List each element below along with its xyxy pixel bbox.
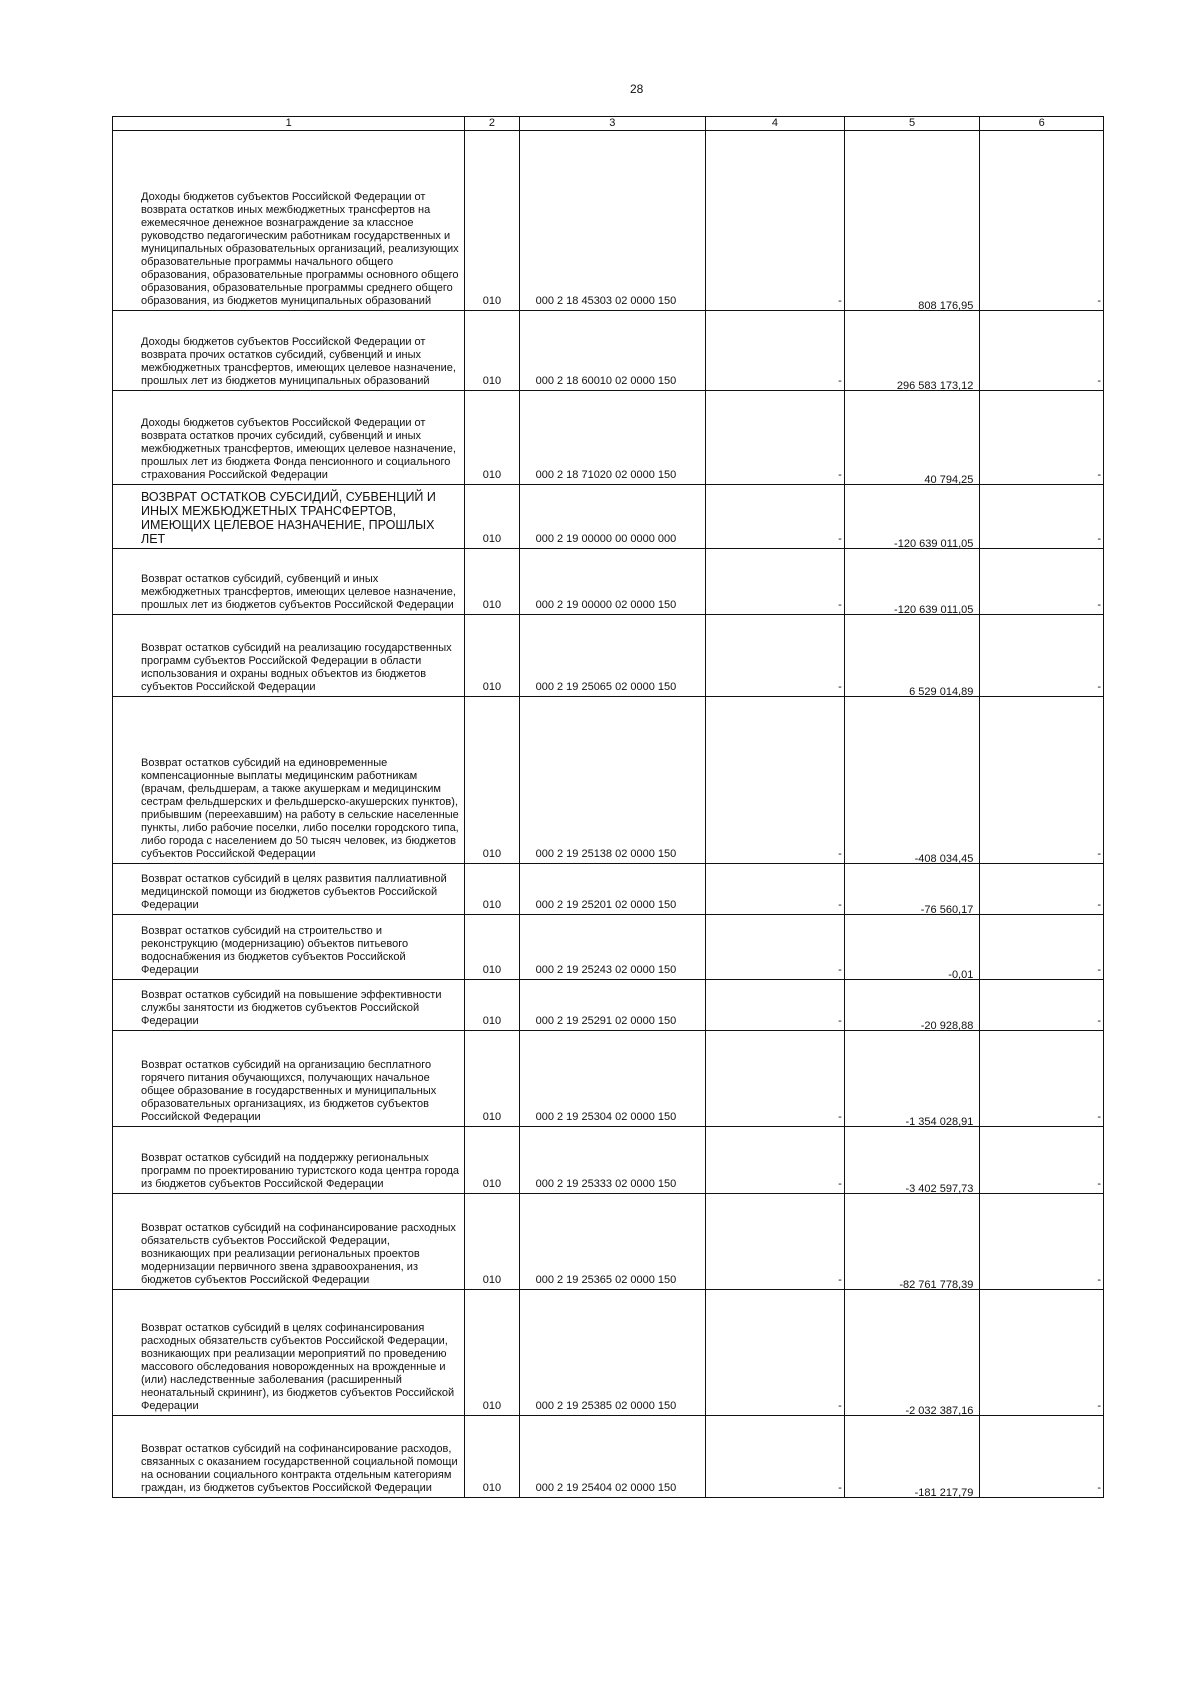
row-amount-value: -408 034,45 [914, 853, 974, 865]
table-row [113, 1031, 1104, 1127]
row-kbk: 000 2 19 00000 00 0000 000 [519, 485, 705, 549]
row-name: Возврат остатков субсидий на строительство и реконструкцию (модернизацию) объектов питьевого водоснабжения из бюджетов субъектов Российской Федерации [113, 915, 465, 980]
row-code: 010 [465, 1127, 519, 1194]
row-col6: - [980, 391, 1104, 485]
row-amount-value: -20 928,88 [920, 1020, 974, 1032]
row-col6: - [980, 485, 1104, 549]
budget-report-table [112, 116, 1104, 1498]
table-row [113, 549, 1104, 615]
row-amount-value: -1 354 028,91 [905, 1116, 974, 1128]
row-col6: - [980, 311, 1104, 391]
row-col4: - [706, 915, 845, 980]
row-name: Возврат остатков субсидий на софинансирование расходных обязательств субъектов Российской Федерации, возникающих при реализации региональных проектов модернизации первичного звена здравоохранения, из бюджетов субъектов Российской Федерации [113, 1194, 465, 1290]
table-row [113, 980, 1104, 1031]
row-col4: - [706, 131, 845, 311]
row-amount [844, 615, 980, 697]
row-kbk: 000 2 19 00000 02 0000 150 [519, 549, 705, 615]
row-name: Доходы бюджетов субъектов Российской Федерации от возврата остатков прочих субсидий, субвенций и иных межбюджетных трансфертов, имеющих целевое назначение, прошлых лет из бюджета Фонда пенсионного и социального страхования Российской Федерации [113, 391, 465, 485]
row-col6: - [980, 1290, 1104, 1416]
row-code: 010 [465, 391, 519, 485]
row-amount-value: -2 032 387,16 [905, 1405, 974, 1417]
row-amount-value: 6 529 014,89 [909, 686, 974, 698]
row-amount-value: -120 639 011,05 [894, 538, 974, 550]
row-amount [844, 980, 980, 1031]
row-name: Возврат остатков субсидий в целях развития паллиативной медицинской помощи из бюджетов субъектов Российской Федерации [113, 864, 465, 915]
row-amount-value: -3 402 597,73 [905, 1183, 974, 1195]
row-col6: - [980, 615, 1104, 697]
row-code: 010 [465, 864, 519, 915]
row-name: Возврат остатков субсидий в целях софинансирования расходных обязательств субъектов Российской Федерации, возникающих при реализации мероприятий по проведению массового обследования новорожденных на врожденные и (или) наследственные заболевания (расширенный неонатальный скрининг), из бюджетов субъектов Российской Федерации [113, 1290, 465, 1416]
row-col4: - [706, 980, 845, 1031]
column-header: 6 [980, 117, 1104, 131]
row-amount [844, 311, 980, 391]
row-amount [844, 1127, 980, 1194]
row-amount [844, 1194, 980, 1290]
row-amount [844, 915, 980, 980]
row-code: 010 [465, 615, 519, 697]
row-kbk: 000 2 18 60010 02 0000 150 [519, 311, 705, 391]
row-amount-value: -82 761 778,39 [899, 1279, 974, 1291]
row-amount-value: -120 639 011,05 [894, 604, 974, 616]
row-col4: - [706, 549, 845, 615]
row-amount-value: 40 794,25 [924, 474, 974, 486]
row-col4: - [706, 864, 845, 915]
column-header: 3 [519, 117, 705, 131]
row-kbk: 000 2 19 25138 02 0000 150 [519, 697, 705, 864]
row-code: 010 [465, 697, 519, 864]
row-amount [844, 131, 980, 311]
row-code: 010 [465, 311, 519, 391]
row-col4: - [706, 1290, 845, 1416]
row-name: Возврат остатков субсидий на поддержку региональных программ по проектированию туристского кода центра города из бюджетов субъектов Российской Федерации [113, 1127, 465, 1194]
table-row [113, 615, 1104, 697]
row-amount [844, 1031, 980, 1127]
row-kbk: 000 2 18 45303 02 0000 150 [519, 131, 705, 311]
row-col6: - [980, 131, 1104, 311]
row-col6: - [980, 1194, 1104, 1290]
row-amount-value: -0,01 [948, 969, 974, 981]
row-col6: - [980, 549, 1104, 615]
row-code: 010 [465, 1290, 519, 1416]
row-col4: - [706, 1127, 845, 1194]
row-code: 010 [465, 1031, 519, 1127]
row-amount [844, 1416, 980, 1498]
header-row [113, 117, 1104, 131]
table-row [113, 485, 1104, 549]
row-col4: - [706, 485, 845, 549]
table-row [113, 1194, 1104, 1290]
row-name: Возврат остатков субсидий на единовременные компенсационные выплаты медицинским работникам (врачам, фельдшерам, а также акушеркам и медицинским сестрам фельдшерских и фельдшерско-акушерских пунктов), прибывшим (переехавшим) на работу в сельские населенные пункты, либо рабочие поселки, либо поселки городского типа, либо города с населением до 50 тысяч человек, из бюджетов субъектов Российской Федерации [113, 697, 465, 864]
table-row [113, 1290, 1104, 1416]
row-kbk: 000 2 19 25333 02 0000 150 [519, 1127, 705, 1194]
row-kbk: 000 2 19 25385 02 0000 150 [519, 1290, 705, 1416]
row-code: 010 [465, 980, 519, 1031]
row-amount [844, 549, 980, 615]
table-row [113, 1416, 1104, 1498]
row-kbk: 000 2 18 71020 02 0000 150 [519, 391, 705, 485]
row-code: 010 [465, 549, 519, 615]
row-name: Возврат остатков субсидий, субвенций и иных межбюджетных трансфертов, имеющих целевое назначение, прошлых лет из бюджетов субъектов Российской Федерации [113, 549, 465, 615]
row-col4: - [706, 615, 845, 697]
row-kbk: 000 2 19 25365 02 0000 150 [519, 1194, 705, 1290]
row-col6: - [980, 1127, 1104, 1194]
table-row [113, 864, 1104, 915]
row-col4: - [706, 697, 845, 864]
row-amount-value: 296 583 173,12 [896, 380, 974, 392]
table-row [113, 131, 1104, 311]
row-col4: - [706, 1416, 845, 1498]
row-amount [844, 391, 980, 485]
row-code: 010 [465, 1416, 519, 1498]
row-name: Возврат остатков субсидий на реализацию государственных программ субъектов Российской Федерации в области использования и охраны водных объектов из бюджетов субъектов Российской Федерации [113, 615, 465, 697]
row-col4: - [706, 1194, 845, 1290]
row-amount [844, 864, 980, 915]
row-amount [844, 1290, 980, 1416]
row-name: Возврат остатков субсидий на организацию бесплатного горячего питания обучающихся, получающих начальное общее образование в государственных и муниципальных образовательных организациях, из бюджетов субъектов Российской Федерации [113, 1031, 465, 1127]
row-kbk: 000 2 19 25304 02 0000 150 [519, 1031, 705, 1127]
row-name: ВОЗВРАТ ОСТАТКОВ СУБСИДИЙ, СУБВЕНЦИЙ И ИНЫХ МЕЖБЮДЖЕТНЫХ ТРАНСФЕРТОВ, ИМЕЮЩИХ ЦЕЛЕВОЕ НАЗНАЧЕНИЕ, ПРОШЛЫХ ЛЕТ [113, 485, 465, 549]
row-col6: - [980, 915, 1104, 980]
column-header: 5 [844, 117, 980, 131]
row-kbk: 000 2 19 25065 02 0000 150 [519, 615, 705, 697]
table-row [113, 697, 1104, 864]
row-amount-value: 808 176,95 [918, 300, 974, 312]
row-col6: - [980, 697, 1104, 864]
row-kbk: 000 2 19 25291 02 0000 150 [519, 980, 705, 1031]
row-col6: - [980, 980, 1104, 1031]
row-col6: - [980, 1416, 1104, 1498]
row-code: 010 [465, 485, 519, 549]
row-name: Доходы бюджетов субъектов Российской Федерации от возврата прочих остатков субсидий, субвенций и иных межбюджетных трансфертов, имеющих целевое назначение, прошлых лет из бюджетов муниципальных образований [113, 311, 465, 391]
row-kbk: 000 2 19 25201 02 0000 150 [519, 864, 705, 915]
column-header: 4 [706, 117, 845, 131]
table-row [113, 915, 1104, 980]
row-col6: - [980, 864, 1104, 915]
row-name: Доходы бюджетов субъектов Российской Федерации от возврата остатков иных межбюджетных трансфертов на ежемесячное денежное вознаграждение за классное руководство педагогическим работникам государственных и муниципальных образовательных организаций, реализующих образовательные программы начального общего образования, образовательные программы основного общего образования, образовательные программы среднего общего образования, из бюджетов муниципальных образований [113, 131, 465, 311]
row-col4: - [706, 311, 845, 391]
table-row [113, 391, 1104, 485]
row-code: 010 [465, 915, 519, 980]
row-code: 010 [465, 131, 519, 311]
column-header: 1 [113, 117, 465, 131]
row-name: Возврат остатков субсидий на софинансирование расходов, связанных с оказанием государственной социальной помощи на основании социального контракта отдельным категориям граждан, из бюджетов субъектов Российской Федерации [113, 1416, 465, 1498]
row-amount-value: -181 217,79 [914, 1487, 974, 1499]
column-header: 2 [465, 117, 519, 131]
row-kbk: 000 2 19 25404 02 0000 150 [519, 1416, 705, 1498]
row-col4: - [706, 1031, 845, 1127]
page-number: 28 [630, 82, 644, 96]
row-amount-value: -76 560,17 [920, 904, 974, 916]
row-name: Возврат остатков субсидий на повышение эффективности службы занятости из бюджетов субъектов Российской Федерации [113, 980, 465, 1031]
row-kbk: 000 2 19 25243 02 0000 150 [519, 915, 705, 980]
row-col4: - [706, 391, 845, 485]
row-amount [844, 697, 980, 864]
table-row [113, 1127, 1104, 1194]
row-code: 010 [465, 1194, 519, 1290]
row-col6: - [980, 1031, 1104, 1127]
table-row [113, 311, 1104, 391]
row-amount [844, 485, 980, 549]
